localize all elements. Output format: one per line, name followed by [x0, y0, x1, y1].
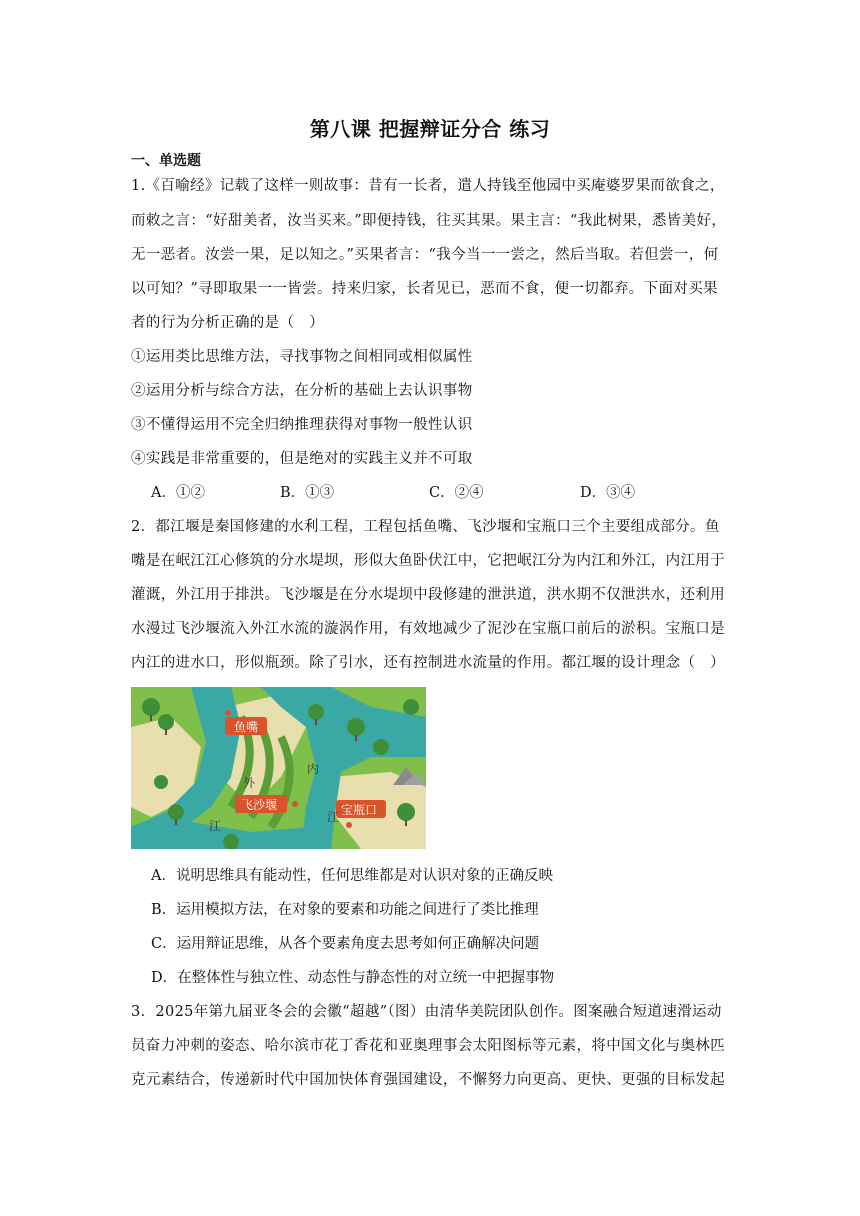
section-heading: 一、单选题	[131, 153, 201, 169]
page-title: 第八课 把握辩证分合 练习	[309, 117, 551, 141]
question-2-text-line: 内江的进水口，形似瓶颈。除了引水，还有控制进水流量的作用。都江堰的设计理念（ ）	[131, 655, 725, 671]
option-c[interactable]: C．运用辩证思维，从各个要素角度去思考如何正确解决问题	[151, 936, 540, 952]
map-label-jiang-inner: 江	[327, 810, 340, 824]
question-3-text-line: 克元素结合，传递新时代中国加快体育强国建设，不懈努力向更高、更快、更强的目标发起	[131, 1072, 725, 1088]
question-2-text-line: 灌溉，外江用于排洪。飞沙堰是在分水堤坝中段修建的泄洪道，洪水期不仅泄洪水，还利用	[131, 587, 725, 603]
option-a[interactable]: A．说明思维具有能动性，任何思维都是对认识对象的正确反映	[151, 868, 553, 884]
question-1-text-line: 无一恶者。汝尝一果，足以知之。”买果者言：“我今当一一尝之，然后当取。若但尝一，何	[131, 247, 719, 263]
question-3-text-line: 员奋力冲刺的姿态、哈尔滨市花丁香花和亚奥理事会太阳图标等元素，将中国文化与奥林匹	[131, 1038, 725, 1054]
option-d[interactable]: D．③④	[580, 485, 636, 501]
dujiangyan-map-illustration	[131, 687, 426, 849]
map-label-wai: 外	[243, 776, 256, 790]
option-b[interactable]: B．运用模拟方法，在对象的要素和功能之间进行了类比推理	[151, 902, 539, 918]
question-1-text-line: 者的行为分析正确的是（ ）	[131, 315, 325, 331]
map-label-baopingkou: 宝瓶口	[341, 803, 378, 817]
question-1-statement: ③不懂得运用不完全归纳推理获得对事物一般性认识	[131, 417, 473, 433]
question-1-statement: ④实践是非常重要的，但是绝对的实践主义并不可取	[131, 451, 473, 467]
option-a[interactable]: A．①②	[151, 485, 205, 501]
question-1-text-line: 1.《百喻经》记载了这样一则故事：昔有一长者，遣人持钱至他园中买庵婆罗果而欲食之，	[131, 178, 725, 194]
map-label-feishayan: 飞沙堰	[241, 798, 278, 812]
question-1-text-line: 以可知？”寻即取果一一皆尝。持来归家，长者见已，恶而不食，便一切都弃。下面对买果	[131, 281, 718, 297]
question-1-statement: ②运用分析与综合方法，在分析的基础上去认识事物	[131, 383, 473, 399]
map-label-nei: 内	[307, 762, 320, 776]
question-3-text-line: 3．2025年第九届亚冬会的会徽“超越”（图）由清华美院团队创作。图案融合短道速滑运动	[131, 1004, 722, 1020]
option-b[interactable]: B．①③	[280, 485, 335, 501]
question-2-text-line: 嘴是在岷江江心修筑的分水堤坝，形似大鱼卧伏江中，它把岷江分为内江和外江，内江用于	[131, 553, 725, 569]
option-c[interactable]: C．②④	[429, 485, 484, 501]
question-2-text-line: 2．都江堰是秦国修建的水利工程，工程包括鱼嘴、飞沙堰和宝瓶口三个主要组成部分。鱼	[131, 519, 720, 535]
map-label-yuzui: 鱼嘴	[234, 720, 259, 734]
option-d[interactable]: D．在整体性与独立性、动态性与静态性的对立统一中把握事物	[151, 970, 555, 986]
question-1-text-line: 而敕之言：“好甜美者，汝当买来。”即便持钱，往买其果。果主言：“我此树果，悉皆美好，	[131, 213, 727, 229]
question-2-text-line: 水漫过飞沙堰流入外江水流的漩涡作用，有效地减少了泥沙在宝瓶口前后的淤积。宝瓶口是	[131, 621, 725, 637]
map-label-jiang-outer: 江	[209, 819, 222, 833]
question-1-statement: ①运用类比思维方法，寻找事物之间相同或相似属性	[131, 349, 473, 365]
